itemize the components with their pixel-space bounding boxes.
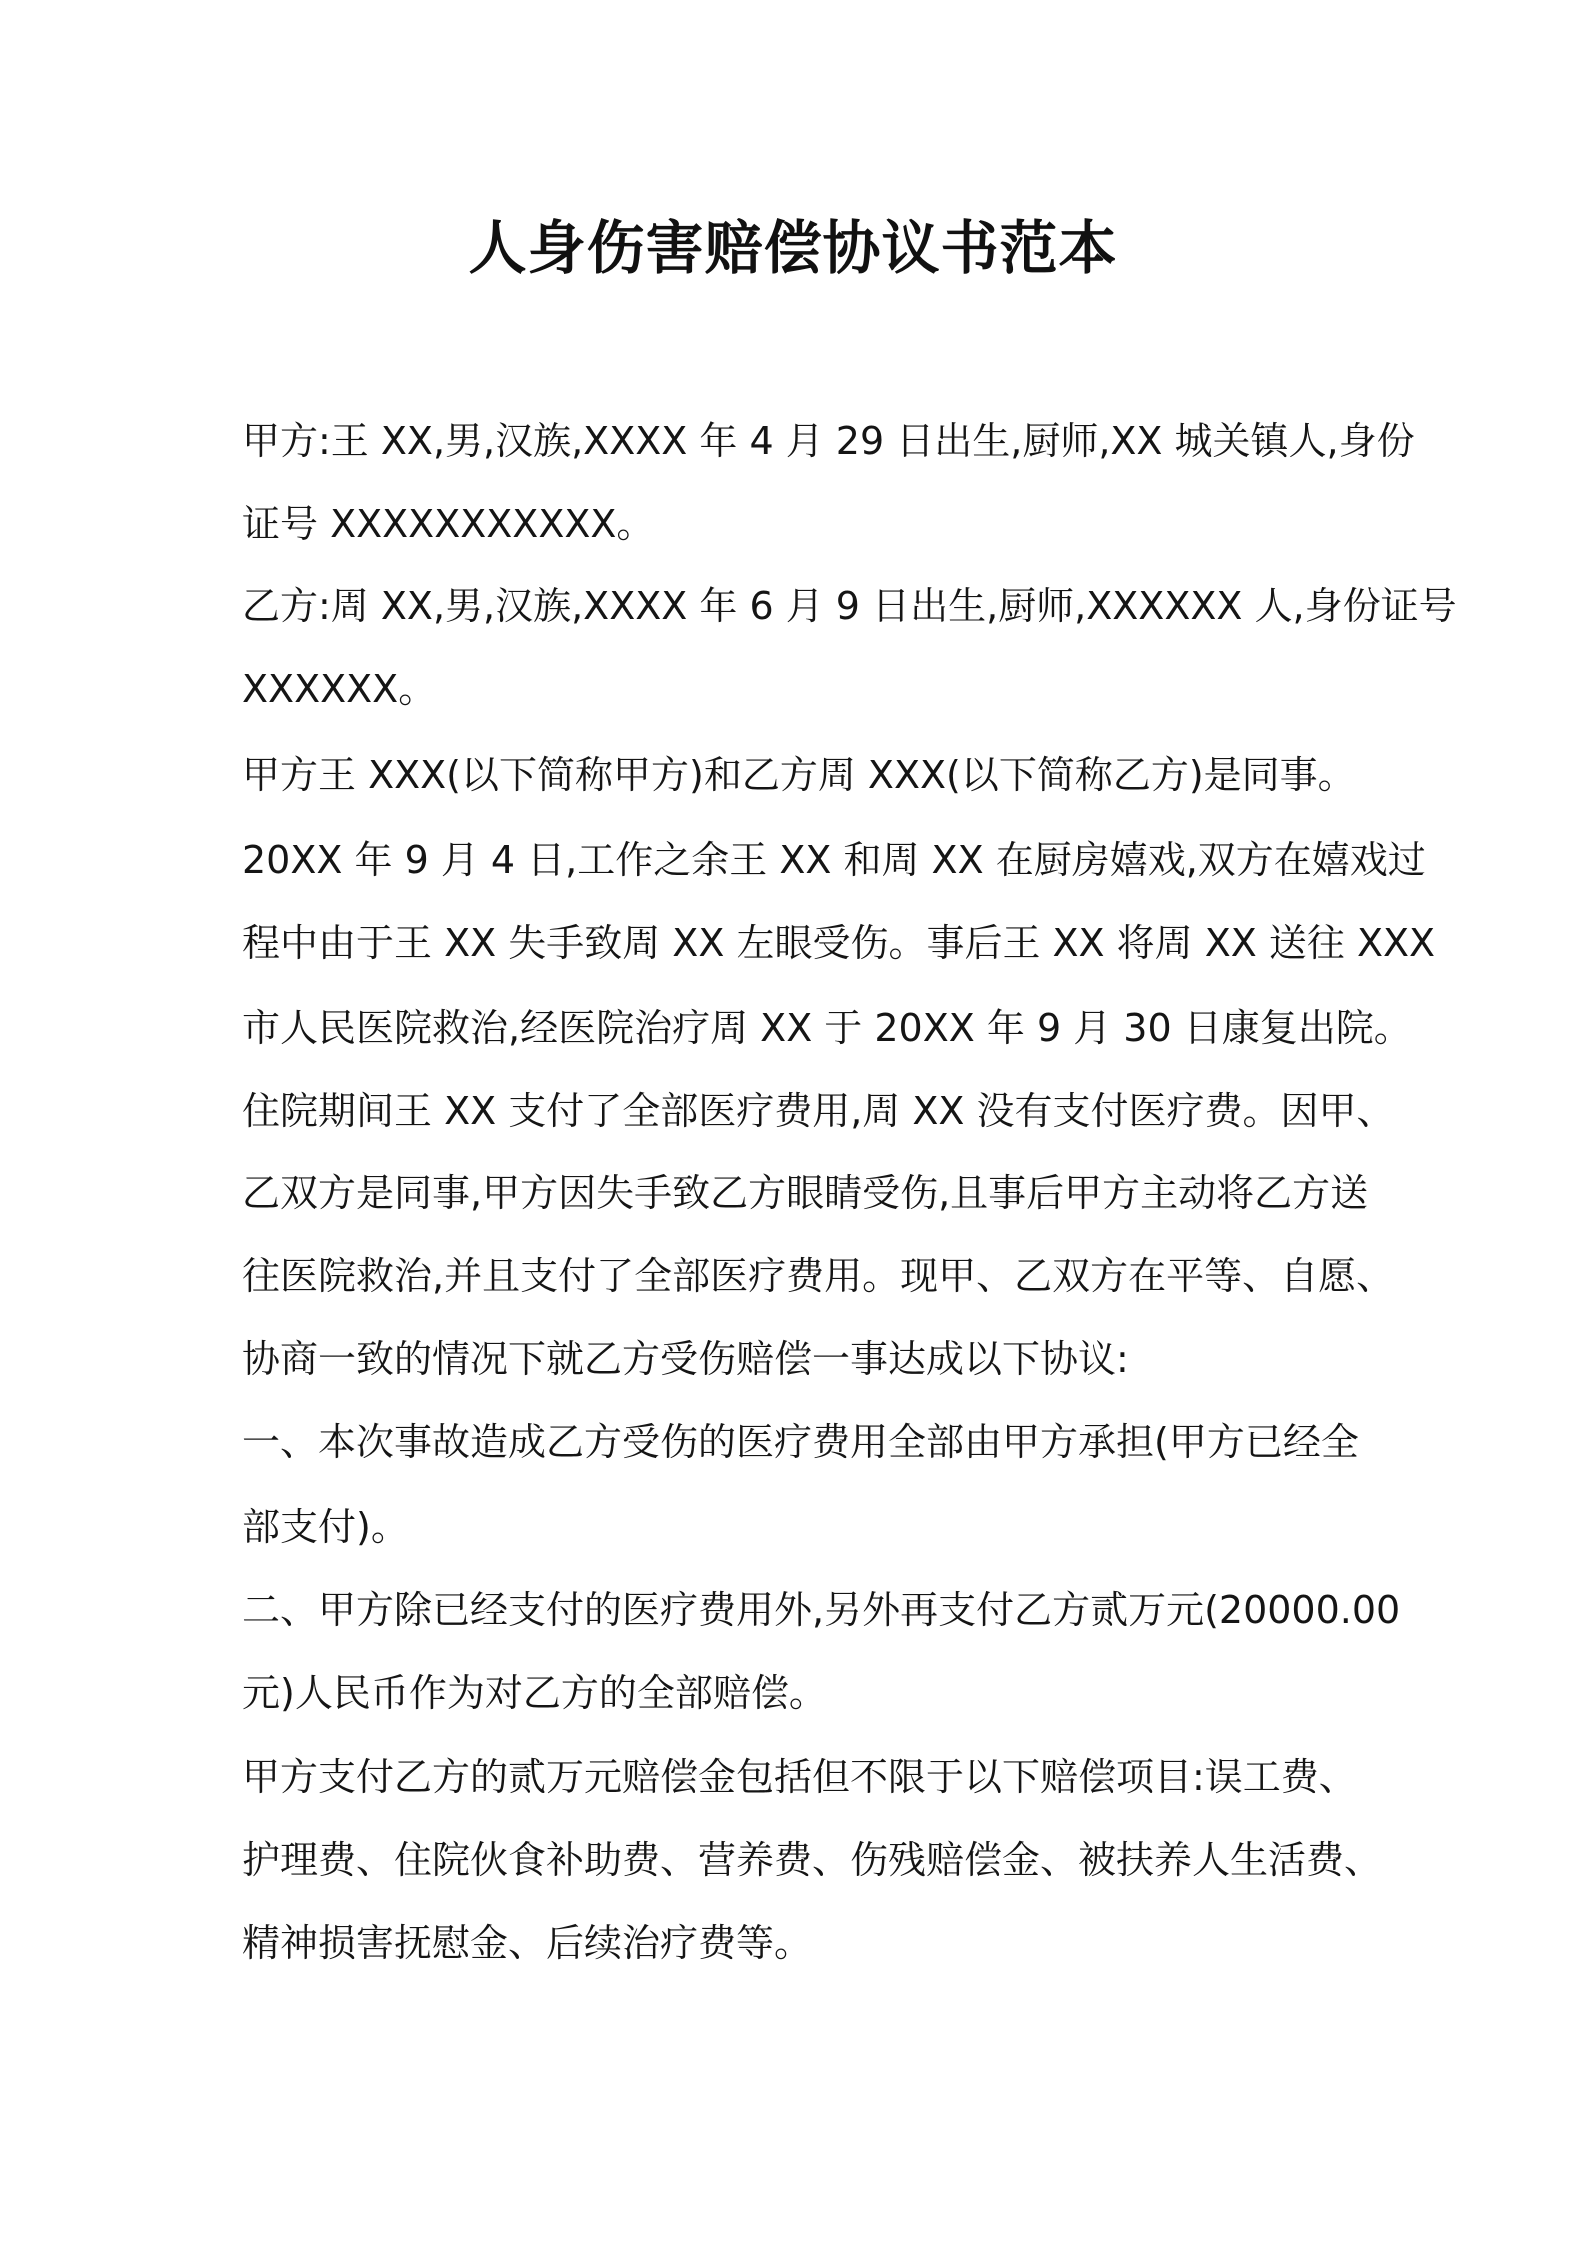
body-line: 住院期间王 XX 支付了全部医疗费用,周 XX 没有支付医疗费。因甲、 <box>242 1089 1395 1133</box>
body-line: 证号 XXXXXXXXXXX。 <box>242 502 655 546</box>
body-line: 乙双方是同事,甲方因失手致乙方眼睛受伤,且事后甲方主动将乙方送 <box>242 1171 1369 1215</box>
body-line: 甲方支付乙方的贰万元赔偿金包括但不限于以下赔偿项目:误工费、 <box>242 1755 1357 1799</box>
body-line: 元)人民币作为对乙方的全部赔偿。 <box>242 1671 827 1715</box>
body-line: 二、甲方除已经支付的医疗费用外,另外再支付乙方贰万元(20000.00 <box>242 1588 1401 1632</box>
body-line: 精神损害抚慰金、后续治疗费等。 <box>242 1921 813 1965</box>
body-line: 协商一致的情况下就乙方受伤赔偿一事达成以下协议: <box>242 1337 1129 1381</box>
document-title: 人身伤害赔偿协议书范本 <box>468 214 1118 282</box>
body-line: 乙方:周 XX,男,汉族,XXXX 年 6 月 9 日出生,厨师,XXXXXX 人,身份证号 <box>242 584 1457 628</box>
body-line: 20XX 年 9 月 4 日,工作之余王 XX 和周 XX 在厨房嬉戏,双方在嬉戏过 <box>242 838 1426 882</box>
body-line: 市人民医院救治,经医院治疗周 XX 于 20XX 年 9 月 30 日康复出院。 <box>242 1006 1412 1050</box>
body-line: 往医院救治,并且支付了全部医疗费用。现甲、乙双方在平等、自愿、 <box>242 1254 1395 1298</box>
body-line: 护理费、住院伙食补助费、营养费、伤残赔偿金、被扶养人生活费、 <box>242 1838 1383 1882</box>
body-line: 一、本次事故造成乙方受伤的医疗费用全部由甲方承担(甲方已经全 <box>242 1420 1359 1464</box>
body-line: XXXXXX。 <box>242 667 437 711</box>
body-line: 程中由于王 XX 失手致周 XX 左眼受伤。事后王 XX 将周 XX 送往 XXX <box>242 921 1436 965</box>
body-line: 部支付)。 <box>242 1505 409 1549</box>
body-line: 甲方:王 XX,男,汉族,XXXX 年 4 月 29 日出生,厨师,XX 城关镇人,身份 <box>242 419 1415 463</box>
body-line: 甲方王 XXX(以下简称甲方)和乙方周 XXX(以下简称乙方)是同事。 <box>242 753 1356 797</box>
